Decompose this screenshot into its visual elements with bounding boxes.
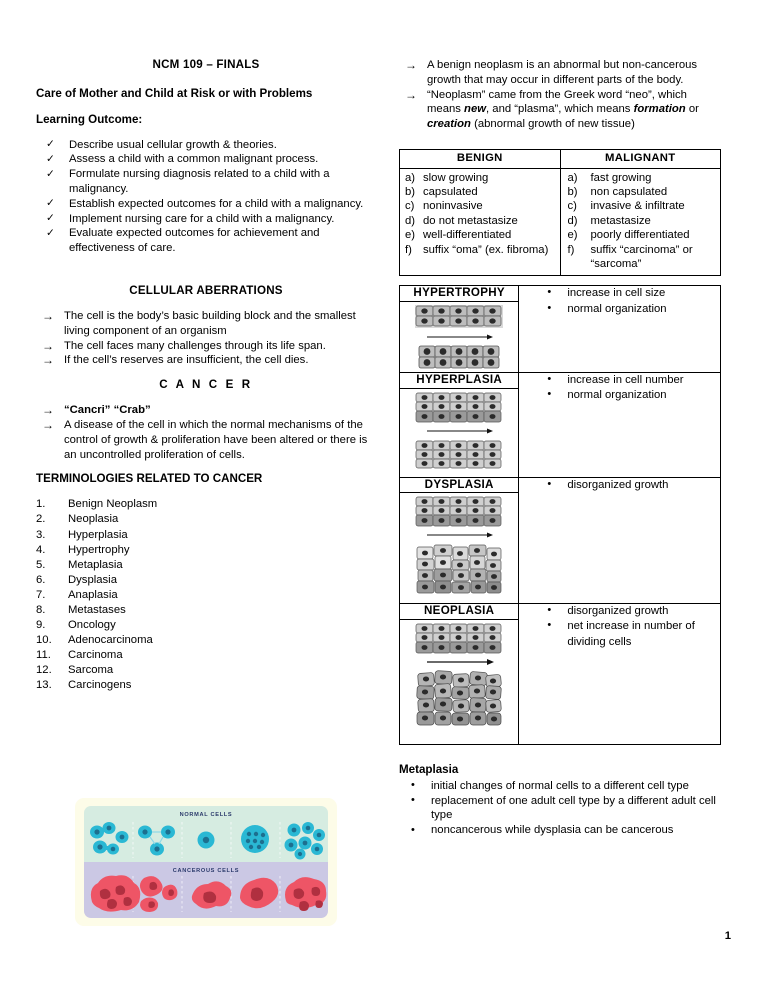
check-icon: ✓ <box>46 152 55 165</box>
list-item <box>36 152 376 167</box>
learning-outcome-heading: Learning Outcome: <box>36 112 143 126</box>
spacer <box>399 745 721 762</box>
list-item <box>36 678 376 693</box>
list-item <box>36 528 376 543</box>
list-item <box>565 214 717 228</box>
cells-artwork <box>84 806 328 918</box>
stage-label-neoplasia: NEOPLASIA <box>400 604 519 620</box>
list-number: 2. <box>36 513 46 526</box>
list-item-text: Describe usual cellular growth & theories. <box>69 138 277 151</box>
check-icon: ✓ <box>46 226 55 239</box>
cell-diagram-neoplasia <box>400 619 519 744</box>
stage-label-dysplasia: DYSPLASIA <box>400 477 519 493</box>
list-item-text: Implement nursing care for a child with a malignancy. <box>69 212 335 225</box>
table-row <box>400 604 721 620</box>
cell-diagram-dysplasia <box>400 493 519 604</box>
list-item <box>404 185 556 199</box>
table-row <box>400 168 721 276</box>
list-item <box>399 823 721 838</box>
list-number: 6. <box>36 573 46 586</box>
left-column <box>36 58 376 694</box>
list-item <box>519 302 720 317</box>
list-item-text: disorganized growth <box>567 478 669 491</box>
benign-malignant-table <box>399 149 721 276</box>
stage-desc-hyperplasia <box>519 373 721 478</box>
list-item <box>36 197 376 212</box>
cellular-aberrations-heading: CELLULAR ABERRATIONS <box>129 283 283 297</box>
metaplasia-list <box>399 779 721 838</box>
benign-cell <box>400 168 561 276</box>
list-item-text: capsulated <box>423 185 478 198</box>
list-item-text: noninvasive <box>423 200 483 213</box>
spacer <box>399 132 721 149</box>
list-marker: c) <box>405 200 415 213</box>
bullet-icon: • <box>547 388 552 401</box>
bullet-icon: • <box>547 301 552 314</box>
malignant-list <box>565 171 717 272</box>
list-item <box>36 353 376 368</box>
bullet-icon: • <box>411 794 415 807</box>
list-item-text: disorganized growth <box>567 605 669 618</box>
illustration-inner <box>84 806 328 918</box>
list-marker: f) <box>567 243 575 256</box>
arrow-icon: → <box>42 338 54 353</box>
list-item-text: Adenocarcinoma <box>68 634 153 647</box>
dysplasia-cells-icon <box>405 493 513 603</box>
list-item-text: Benign Neoplasm <box>68 498 158 511</box>
list-item-text: non capsulated <box>590 185 668 198</box>
list-item <box>36 663 376 678</box>
list-item-text: suffix “carcinoma” or “sarcoma” <box>590 243 693 271</box>
list-marker: a) <box>567 171 578 184</box>
list-item <box>399 58 721 88</box>
list-item-text: noncancerous while dysplasia can be cancerous <box>431 824 674 837</box>
page-number: 1 <box>724 930 731 942</box>
check-icon: ✓ <box>46 197 55 210</box>
list-item <box>519 388 720 403</box>
list-item <box>36 588 376 603</box>
list-item-text: do not metastasize <box>423 214 518 227</box>
spacer <box>36 462 376 471</box>
arrow-icon: → <box>42 403 54 418</box>
list-item-text: Neoplasia <box>68 513 119 526</box>
list-item-text: Formulate nursing diagnosis related to a child with a malignancy. <box>69 168 330 195</box>
hyperplasia-cells-icon <box>405 389 513 477</box>
list-marker: e) <box>405 229 416 242</box>
list-number: 1. <box>36 498 46 511</box>
right-column <box>399 58 721 838</box>
list-item <box>36 309 376 339</box>
list-item-text: Metastases <box>68 604 126 616</box>
list-number: 11. <box>36 649 51 662</box>
list-item-text: The cell is the body’s basic building block and the smallest living component of an organism <box>64 309 356 337</box>
cancer-points-list <box>36 403 376 462</box>
list-number: 10. <box>36 634 52 647</box>
feature-list <box>519 286 720 316</box>
list-item-text: initial changes of normal cells to a different cell type <box>431 779 689 792</box>
stage-desc-neoplasia <box>519 604 721 745</box>
stage-label-hypertrophy: HYPERTROPHY <box>400 286 519 302</box>
spacer <box>36 256 376 283</box>
list-item <box>565 171 717 185</box>
benign-list <box>404 171 556 257</box>
learning-outcomes-list <box>36 138 376 256</box>
stage-desc-hypertrophy <box>519 286 721 373</box>
list-item-text: metastasize <box>590 214 651 227</box>
hypertrophy-cells-icon <box>405 302 513 372</box>
bullet-icon: • <box>547 619 552 632</box>
bullet-icon: • <box>547 477 552 490</box>
stage-desc-dysplasia <box>519 477 721 604</box>
list-number: 8. <box>36 604 46 616</box>
list-marker: c) <box>567 200 577 213</box>
list-item <box>519 604 720 619</box>
list-item-text: If the cell’s reserves are insufficient, the cell dies. <box>64 354 309 367</box>
list-item-text: Hyperplasia <box>68 528 128 541</box>
stage-label-hyperplasia: HYPERPLASIA <box>400 373 519 389</box>
list-item <box>399 794 721 824</box>
list-item-text: Sarcoma <box>68 664 114 677</box>
list-item-text: Carcinoma <box>68 649 123 662</box>
normal-vs-cancerous-cells-illustration <box>75 798 337 926</box>
list-item <box>404 243 556 257</box>
list-item <box>565 199 717 213</box>
cell-diagram-hypertrophy <box>400 302 519 373</box>
document-subtitle: Care of Mother and Child at Risk or with Problems <box>36 86 313 100</box>
list-item <box>36 167 376 197</box>
list-item <box>36 138 376 153</box>
list-item <box>36 573 376 588</box>
arrow-icon: → <box>42 308 54 323</box>
list-item-text: invasive & infiltrate <box>590 200 685 213</box>
list-item <box>565 243 717 272</box>
list-item <box>36 339 376 354</box>
terminologies-list <box>36 497 376 693</box>
cell-diagram-hyperplasia <box>400 388 519 477</box>
table-header-row <box>400 149 721 168</box>
spacer <box>36 368 376 377</box>
terminologies-heading: TERMINOLOGIES RELATED TO CANCER <box>36 472 263 486</box>
list-item <box>36 543 376 558</box>
list-number: 7. <box>36 588 46 601</box>
check-icon: ✓ <box>46 212 55 225</box>
cancerous-cells-label: CANCEROUS CELLS <box>172 868 240 874</box>
list-item-text: fast growing <box>590 171 652 184</box>
list-marker: d) <box>405 214 416 227</box>
list-item <box>519 373 720 388</box>
list-item-text: “Cancri” “Crab” <box>64 404 151 417</box>
list-item <box>36 633 376 648</box>
list-item-text: The cell faces many challenges through its life span. <box>64 339 326 352</box>
list-item <box>36 512 376 527</box>
list-item <box>36 618 376 633</box>
list-marker: d) <box>567 214 578 227</box>
list-item-text: “Neoplasm” came from the Greek word “neo”, which means new, and “plasma”, which means formation or creation (abnormal growth of new tissue) <box>427 88 699 131</box>
list-item-text: Carcinogens <box>68 679 132 692</box>
list-marker: b) <box>567 185 578 198</box>
list-item <box>36 403 376 418</box>
list-item <box>36 558 376 573</box>
table-row <box>400 477 721 493</box>
list-item-text: Dysplasia <box>68 573 117 586</box>
column-header-benign: BENIGN <box>400 149 561 168</box>
neoplasia-cells-icon <box>405 620 513 744</box>
list-item-text: slow growing <box>423 171 489 184</box>
list-item-text: Oncology <box>68 619 116 632</box>
list-item <box>519 619 720 649</box>
table-row <box>400 286 721 302</box>
list-item-text: suffix “oma” (ex. fibroma) <box>423 243 549 256</box>
list-item-text: Anaplasia <box>68 588 118 601</box>
arrow-icon: → <box>42 417 54 432</box>
bullet-icon: • <box>411 823 415 836</box>
cellular-aberrations-list <box>36 309 376 368</box>
list-number: 13. <box>36 679 52 692</box>
list-item-text: increase in cell number <box>567 374 684 387</box>
list-number: 3. <box>36 528 46 541</box>
list-number: 4. <box>36 543 46 556</box>
list-marker: e) <box>567 229 578 242</box>
bullet-icon: • <box>411 779 415 792</box>
list-item <box>399 88 721 132</box>
list-item-text: poorly differentiated <box>590 229 690 242</box>
list-item <box>36 603 376 618</box>
list-item <box>36 212 376 227</box>
column-header-malignant: MALIGNANT <box>560 149 721 168</box>
list-item <box>404 228 556 242</box>
list-item-text: Establish expected outcomes for a child with a malignancy. <box>69 197 364 210</box>
list-item <box>519 478 720 493</box>
neoplasm-points-list <box>399 58 721 132</box>
list-item-text: normal organization <box>567 302 667 315</box>
list-item-text: Evaluate expected outcomes for achievement and effectiveness of care. <box>69 227 320 255</box>
malignant-cell <box>560 168 721 276</box>
list-item <box>565 185 717 199</box>
list-item <box>565 228 717 242</box>
cancer-heading: C A N C E R <box>159 378 253 392</box>
list-item <box>399 779 721 794</box>
page-title: NCM 109 – FINALS <box>152 58 260 71</box>
list-item <box>519 286 720 301</box>
arrow-icon: → <box>405 58 417 72</box>
list-number: 9. <box>36 619 46 632</box>
list-item-text: Metaplasia <box>68 558 123 571</box>
list-marker: f) <box>405 243 412 256</box>
list-item <box>36 497 376 512</box>
list-item <box>36 648 376 663</box>
list-item-text: normal organization <box>567 389 667 402</box>
list-item-text: A disease of the cell in which the normal mechanisms of the control of growth & proliferation have been altered or there is an uncontrolled proliferation of cells. <box>64 418 368 461</box>
list-item <box>36 226 376 256</box>
cell-stages-table <box>399 285 721 744</box>
list-item <box>36 418 376 462</box>
list-number: 12. <box>36 664 52 677</box>
bullet-icon: • <box>547 373 552 386</box>
list-marker: a) <box>405 171 416 184</box>
list-item <box>404 214 556 228</box>
spacer <box>399 276 721 285</box>
list-item-text: net increase in number of dividing cells <box>567 620 695 648</box>
list-item-text: replacement of one adult cell type by a different adult cell type <box>431 794 716 822</box>
bullet-icon: • <box>547 286 552 299</box>
list-item-text: Hypertrophy <box>68 543 130 556</box>
feature-list <box>519 604 720 650</box>
arrow-icon: → <box>405 87 417 102</box>
list-number: 5. <box>36 558 46 571</box>
bullet-icon: • <box>547 604 552 617</box>
feature-list <box>519 373 720 403</box>
list-item <box>404 199 556 213</box>
list-item-text: Assess a child with a common malignant process. <box>69 153 319 166</box>
list-item-text: A benign neoplasm is an abnormal but non-cancerous growth that may occur in different parts of the body. <box>427 59 698 86</box>
arrow-icon: → <box>42 353 54 368</box>
check-icon: ✓ <box>46 167 55 180</box>
list-item <box>404 171 556 185</box>
normal-cells-label: NORMAL CELLS <box>179 812 233 818</box>
feature-list <box>519 478 720 493</box>
list-item-text: well-differentiated <box>423 229 512 242</box>
table-row <box>400 373 721 389</box>
list-item-text: increase in cell size <box>567 287 666 300</box>
check-icon: ✓ <box>46 138 55 151</box>
list-marker: b) <box>405 185 416 198</box>
metaplasia-heading: Metaplasia <box>399 762 459 776</box>
